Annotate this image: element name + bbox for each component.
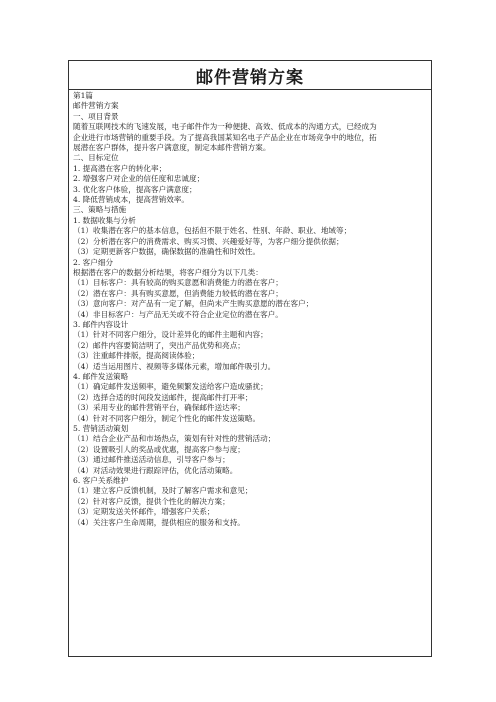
text-line: （2）选择合适的时间段发送邮件，提高邮件打开率； bbox=[73, 392, 253, 402]
text-line: （2）分析潜在客户的消费需求、购买习惯、兴趣爱好等，为客户细分提供依据； bbox=[73, 236, 344, 246]
text-line: 邮件营销方案 bbox=[73, 101, 119, 111]
text-line: 6. 客户关系维护 bbox=[73, 476, 129, 486]
text-line: 5. 营销活动策划 bbox=[73, 424, 129, 433]
text-line: 2. 客户细分 bbox=[73, 257, 114, 267]
text-line: （4）适当运用图片、视频等多媒体元素，增加邮件吸引力。 bbox=[73, 361, 276, 371]
paragraph-line: 随着互联网技术的飞速发展，电子邮件作为一种便捷、高效、低成本的沟通方式，已经成为 bbox=[73, 122, 377, 132]
text-line: （2）邮件内容要简洁明了，突出产品优势和亮点； bbox=[73, 340, 245, 350]
text-line: （1）建立客户反馈机制，及时了解客户需求和意见； bbox=[73, 486, 253, 496]
text-line: （2）针对客户反馈，提供个性化的解决方案； bbox=[73, 496, 230, 506]
text-line: （4）关注客户生命周期，提供相应的服务和支持。 bbox=[73, 517, 245, 527]
text-line: 3. 邮件内容设计 bbox=[73, 319, 129, 329]
text-line: 2. 增强客户对企业的信任度和忠诚度； bbox=[73, 174, 205, 184]
text-line: （3）注重邮件排版，提高阅读体验； bbox=[73, 351, 200, 361]
background-paragraph bbox=[73, 122, 427, 153]
paragraph-line: 展潜在客户群体，提升客户满意度，制定本邮件营销方案。 bbox=[73, 143, 271, 153]
text-line: （1）结合企业产品和市场热点，策划有针对性的营销活动； bbox=[73, 434, 276, 444]
text-line: 根据潜在客户的数据分析结果，将客户细分为以下几类： bbox=[73, 267, 263, 277]
text-line: 1. 提高潜在客户的转化率； bbox=[73, 163, 167, 173]
text-line: （2）潜在客户：具有购买意愿，但消费能力较低的潜在客户； bbox=[73, 288, 283, 298]
text-line: 4. 降低营销成本，提高营销效率。 bbox=[73, 195, 189, 205]
text-line: （4）针对不同客户细分，制定个性化的邮件发送策略。 bbox=[73, 413, 261, 423]
paragraph-line: 企业进行市场营销的重要手段。为了提高我国某知名电子产品企业在市场竞争中的地位，拓 bbox=[73, 132, 377, 142]
text-line: 4. 邮件发送策略 bbox=[73, 371, 129, 381]
text-line: （3）采用专业的邮件营销平台，确保邮件送达率； bbox=[73, 403, 245, 413]
text-line: （1）确定邮件发送频率，避免频繁发送给客户造成骚扰； bbox=[73, 382, 268, 392]
text-line: 三、策略与措施 bbox=[73, 205, 127, 215]
text-line: （3）定期发送关怀邮件，增强客户关系； bbox=[73, 507, 215, 517]
document-table bbox=[68, 60, 432, 657]
text-line: （1）收集潜在客户的基本信息，包括但不限于姓名、性别、年龄、职业、地域等； bbox=[73, 226, 352, 236]
text-line: （2）设置吸引人的奖品或优惠，提高客户参与度； bbox=[73, 444, 245, 454]
document-title: 邮件营销方案 bbox=[69, 61, 431, 90]
text-line: 一、项目背景 bbox=[73, 111, 119, 121]
text-line: （3）定期更新客户数据，确保数据的准确性和时效性。 bbox=[73, 247, 261, 257]
text-line: （3）通过邮件推送活动信息，引导客户参与； bbox=[73, 455, 230, 465]
text-line: 1. 数据收集与分析 bbox=[73, 215, 136, 225]
text-line: （3）意向客户：对产品有一定了解，但尚未产生购买意愿的潜在客户； bbox=[73, 299, 314, 309]
text-line: （1）针对不同客户细分，设计差异化的邮件主题和内容； bbox=[73, 330, 268, 340]
text-line: （1）目标客户：具有较高的购买意愿和消费能力的潜在客户； bbox=[73, 278, 283, 288]
text-line: （4）对活动效果进行跟踪评估，优化活动策略。 bbox=[73, 465, 238, 475]
text-line: （4）非目标客户：与产品无关或不符合企业定位的潜在客户。 bbox=[73, 309, 283, 319]
document-body bbox=[69, 90, 431, 528]
text-line: 第1篇 bbox=[73, 91, 94, 100]
text-line: 二、目标定位 bbox=[73, 153, 119, 163]
text-line: 3. 优化客户体验，提高客户满意度； bbox=[73, 184, 197, 194]
